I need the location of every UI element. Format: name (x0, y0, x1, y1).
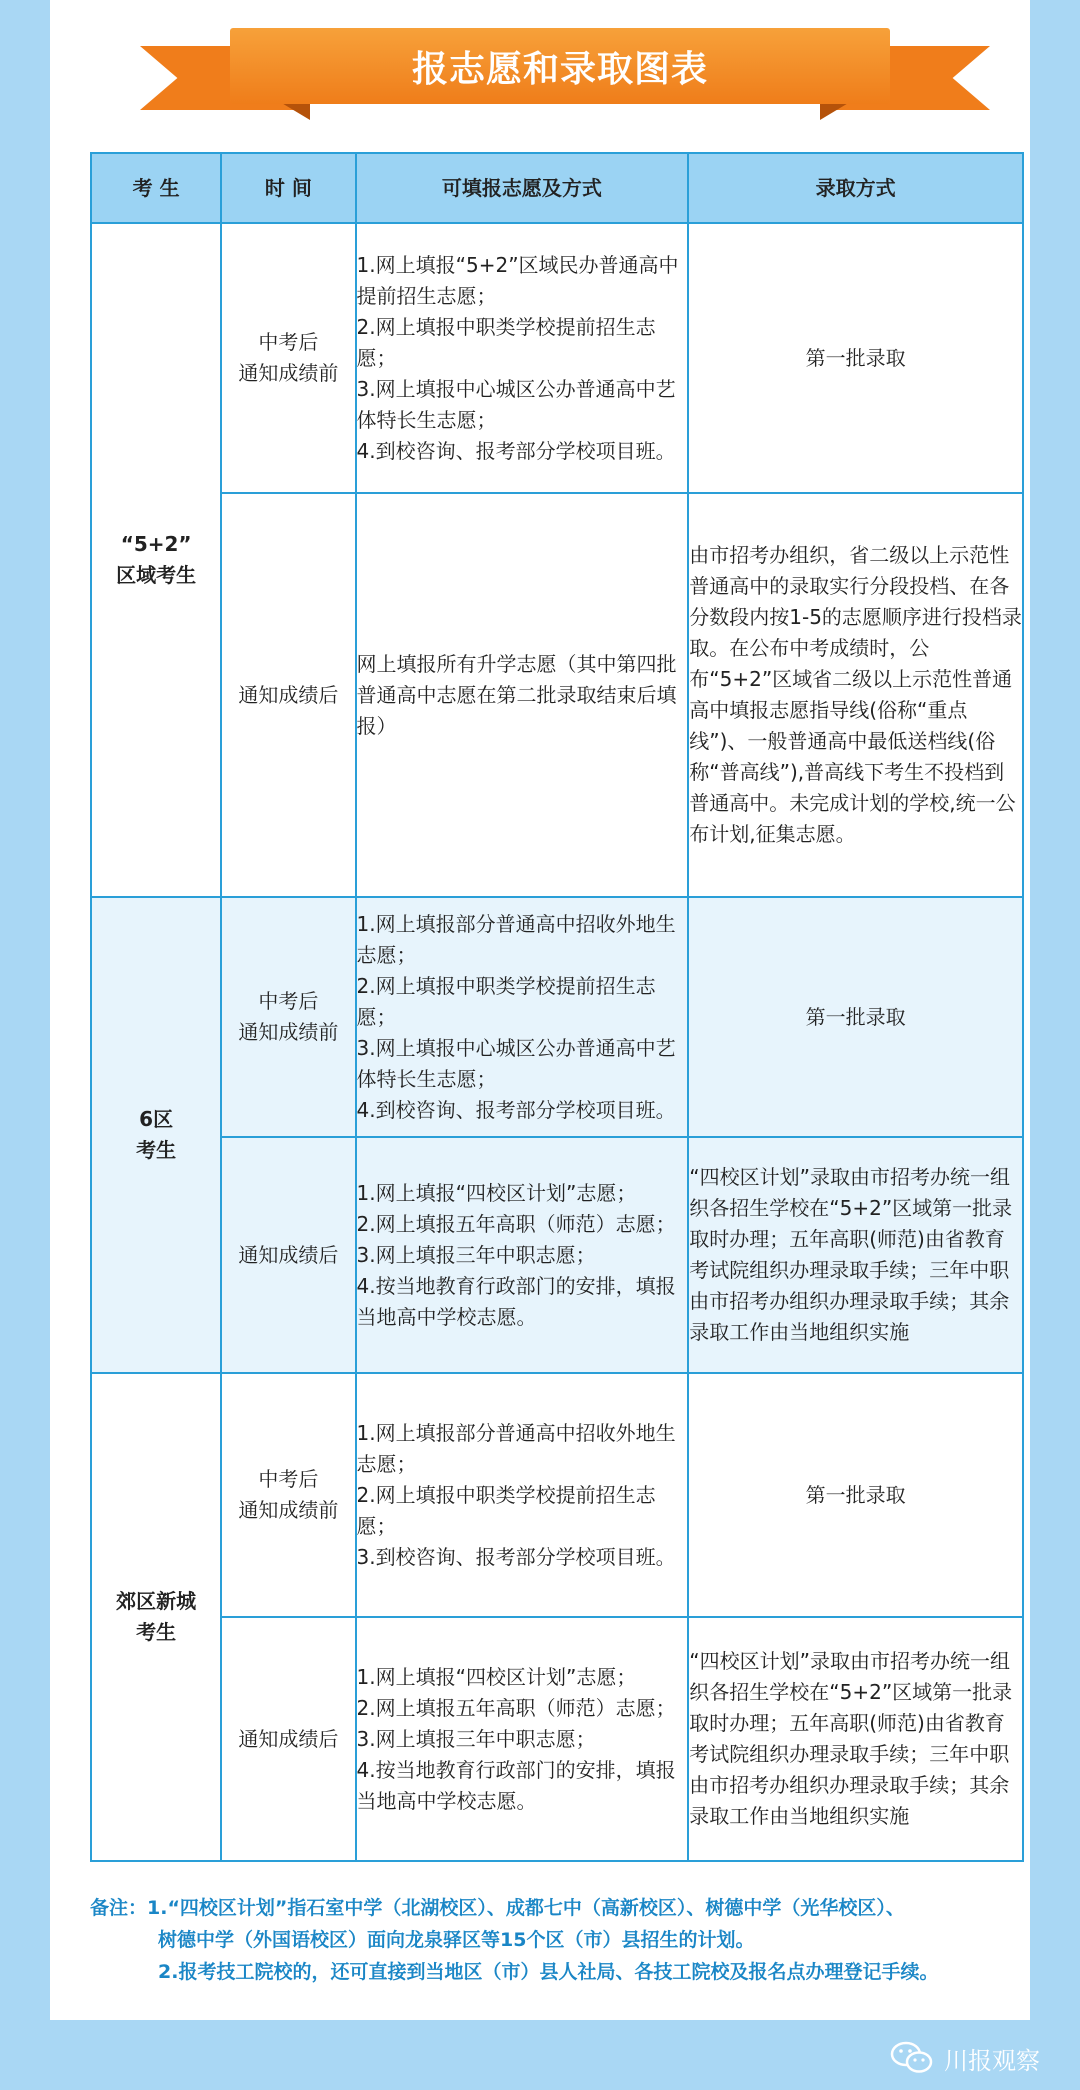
time-cell (221, 223, 355, 493)
options-cell (356, 493, 689, 897)
option-item: 4.到校咨询、报考部分学校项目班。 (356, 1097, 676, 1122)
table-row (91, 1137, 1023, 1373)
time-label: 通知成绩前 (238, 1498, 339, 1522)
option-item: 3.网上填报中心城区公办普通高中艺体特长生志愿； (356, 376, 676, 432)
wechat-icon (890, 2040, 934, 2076)
options-cell (356, 1137, 689, 1373)
candidate-label: 区域考生 (116, 563, 197, 587)
time-cell (221, 493, 355, 897)
option-item: 3.网上填报中心城区公办普通高中艺体特长生志愿； (356, 1035, 676, 1091)
option-item: 4.按当地教育行政部门的安排，填报当地高中学校志愿。 (356, 1757, 676, 1813)
time-cell (221, 1137, 355, 1373)
option-item: 1.网上填报“四校区计划”志愿； (356, 1180, 637, 1205)
ribbon-fold-right (820, 102, 850, 120)
admission-cell: “四校区计划”录取由市招考办统一组织各招生学校在“5+2”区域第一批录取时办理；五年高职(师范)由省教育考试院组织办理录取手续；三年中职由市招考办组织办理录取手续；其余录取工作由当地组织实施 (688, 1137, 1023, 1373)
option-item: 2.网上填报五年高职（师范）志愿； (356, 1695, 676, 1720)
option-item: 4.按当地教育行政部门的安排，填报当地高中学校志愿。 (356, 1273, 676, 1329)
candidate-label: 考生 (136, 1620, 177, 1644)
option-item: 2.网上填报中职类学校提前招生志愿； (356, 314, 656, 370)
table-row (91, 1617, 1023, 1861)
table-row (91, 223, 1023, 493)
time-label: 中考后 (258, 989, 319, 1013)
source-label: 川报观察 (944, 2046, 1040, 2075)
option-item: 2.网上填报中职类学校提前招生志愿； (356, 973, 656, 1029)
time-label: 通知成绩后 (238, 1726, 339, 1751)
time-label: 通知成绩后 (238, 1242, 339, 1267)
option-item: 1.网上填报部分普通高中招收外地生志愿； (356, 911, 676, 967)
option-item: 3.到校咨询、报考部分学校项目班。 (356, 1544, 676, 1569)
option-item: 2.网上填报五年高职（师范）志愿； (356, 1211, 676, 1236)
note-line-1: 备注：1.“四校区计划”指石室中学（北湖校区）、成都七中（高新校区）、树德中学（光华校区）、 (90, 1897, 905, 1919)
admission-cell: 第一批录取 (688, 1373, 1023, 1617)
note-line-3: 2.报考技工院校的，还可直接到当地区（市）县人社局、各技工院校及报名点办理登记手续。 (158, 1961, 939, 1983)
options-cell (356, 1617, 689, 1861)
time-cell (221, 897, 355, 1137)
candidate-label: 考生 (136, 1138, 177, 1162)
source-watermark (890, 2040, 1040, 2076)
option-item: 3.网上填报三年中职志愿； (356, 1726, 596, 1751)
admission-cell: “四校区计划”录取由市招考办统一组织各招生学校在“5+2”区域第一批录取时办理；五年高职(师范)由省教育考试院组织办理录取手续；三年中职由市招考办组织办理录取手续；其余录取工作由当地组织实施 (688, 1617, 1023, 1861)
header-time: 时 间 (221, 153, 355, 223)
time-cell (221, 1617, 355, 1861)
candidate-6district (91, 897, 221, 1373)
table-row (91, 897, 1023, 1137)
option-item: 1.网上填报“5+2”区域民办普通高中提前招生志愿； (356, 252, 679, 308)
admission-cell: 第一批录取 (688, 223, 1023, 493)
options-cell (356, 897, 689, 1137)
candidate-label: “5+2” (120, 532, 192, 556)
candidate-label: 郊区新城 (116, 1589, 197, 1613)
admission-table (90, 152, 1024, 1862)
option-item: 1.网上填报部分普通高中招收外地生志愿； (356, 1420, 676, 1476)
page-title: 报志愿和录取图表 (230, 28, 890, 104)
header-admission: 录取方式 (688, 153, 1023, 223)
option-item: 网上填报所有升学志愿（其中第四批普通高中志愿在第二批录取结束后填报） (356, 651, 677, 738)
option-item: 1.网上填报“四校区计划”志愿； (356, 1664, 637, 1689)
ribbon-fold-left (280, 102, 310, 120)
note-line-2: 树德中学（外国语校区）面向龙泉驿区等15个区（市）县招生的计划。 (158, 1929, 755, 1951)
candidate-5plus2 (91, 223, 221, 897)
admission-cell: 由市招考办组织，省二级以上示范性普通高中的录取实行分段投档、在各分数段内按1-5的志愿顺序进行投档录取。在公布中考成绩时，公布“5+2”区域省二级以上示范性普通高中填报志愿指导线(俗称“重点线”)、一般普通高中最低送档线(俗称“普高线”),普高线下考生不投档到普通高中。未完成计划的学校,统一公布计划,征集志愿。 (688, 493, 1023, 897)
table-row (91, 493, 1023, 897)
time-label: 通知成绩前 (238, 361, 339, 385)
options-cell (356, 223, 689, 493)
options-cell (356, 1373, 689, 1617)
time-label: 中考后 (258, 1467, 319, 1491)
option-item: 2.网上填报中职类学校提前招生志愿； (356, 1482, 656, 1538)
option-item: 3.网上填报三年中职志愿； (356, 1242, 596, 1267)
time-label: 通知成绩后 (238, 682, 339, 707)
table-header-row (91, 153, 1023, 223)
option-item: 4.到校咨询、报考部分学校项目班。 (356, 438, 676, 463)
candidate-suburban (91, 1373, 221, 1861)
time-label: 通知成绩前 (238, 1020, 339, 1044)
time-label: 中考后 (258, 330, 319, 354)
candidate-label: 6区 (139, 1107, 174, 1131)
header-options: 可填报志愿及方式 (356, 153, 689, 223)
table-row (91, 1373, 1023, 1617)
header-candidate: 考 生 (91, 153, 221, 223)
admission-cell: 第一批录取 (688, 897, 1023, 1137)
notes-section (90, 1892, 1030, 1988)
title-ribbon (90, 20, 990, 120)
time-cell (221, 1373, 355, 1617)
